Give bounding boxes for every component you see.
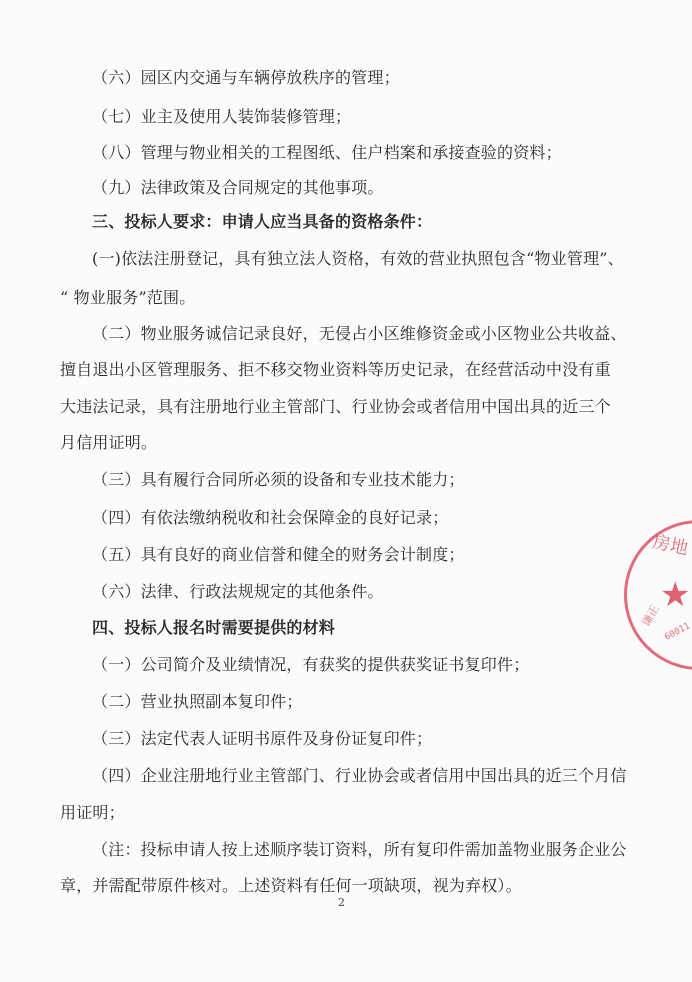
text-line: (一)依法注册登记，具有独立法人资格，有效的营业执照包含“物业管理”、 [92, 249, 624, 268]
text-line: （六）法律、行政法规规定的其他条件。 [92, 582, 384, 601]
star-icon: ★ [660, 575, 691, 615]
text-line: （八）管理与物业相关的工程图纸、住户档案和承接查验的资料； [92, 143, 562, 162]
text-line: （二）营业执照副本复印件； [92, 692, 303, 711]
text-line: 月信用证明。 [60, 433, 158, 452]
section-heading: 四、投标人报名时需要提供的材料 [92, 618, 336, 637]
seal-code: 60011 [663, 621, 692, 643]
text-line: （七）业主及使用人装饰装修管理； [92, 107, 352, 126]
text-line: “ 物业服务”范围。 [60, 288, 196, 307]
text-line: （四）企业注册地行业主管部门、行业协会或者信用中国出具的近三个月信 [92, 766, 627, 785]
text-line: 用证明； [60, 803, 125, 822]
text-line: （四）有依法缴纳税收和社会保障金的良好记录； [92, 508, 449, 527]
text-line: （三）法定代表人证明书原件及身份证复印件； [92, 729, 433, 748]
text-line: （九）法律政策及合同规定的其他事项。 [92, 178, 384, 197]
text-line: （二）物业服务诚信记录良好，无侵占小区维修资金或小区物业公共收益、 [92, 324, 627, 343]
page-number: 2 [338, 896, 345, 909]
text-line: （三）具有履行合同所必须的设备和专业技术能力； [92, 470, 465, 489]
text-line: 擅自退出小区管理服务、拒不移交物业资料等历史记录，在经营活动中没有重 [60, 360, 611, 379]
text-line: （一）公司简介及业绩情况，有获奖的提供获奖证书复印件； [92, 655, 530, 674]
text-line: 章，并需配带原件核对。上述资料有任何一项缺项，视为弃权）。 [60, 876, 522, 895]
text-line: （五）具有良好的商业信誉和健全的财务会计制度； [92, 545, 465, 564]
section-heading: 三、投标人要求：申请人应当具备的资格条件： [92, 212, 433, 231]
text-line: （注：投标申请人按上述顺序装订资料，所有复印件需加盖物业服务企业公 [92, 840, 627, 859]
seal-text: 房地 [650, 531, 690, 560]
seal-side-text: 谦正 [639, 602, 662, 629]
text-line: 大违法记录，具有注册地行业主管部门、行业协会或者信用中国出具的近三个 [60, 397, 611, 416]
text-line: （六）园区内交通与车辆停放秩序的管理； [92, 68, 400, 87]
